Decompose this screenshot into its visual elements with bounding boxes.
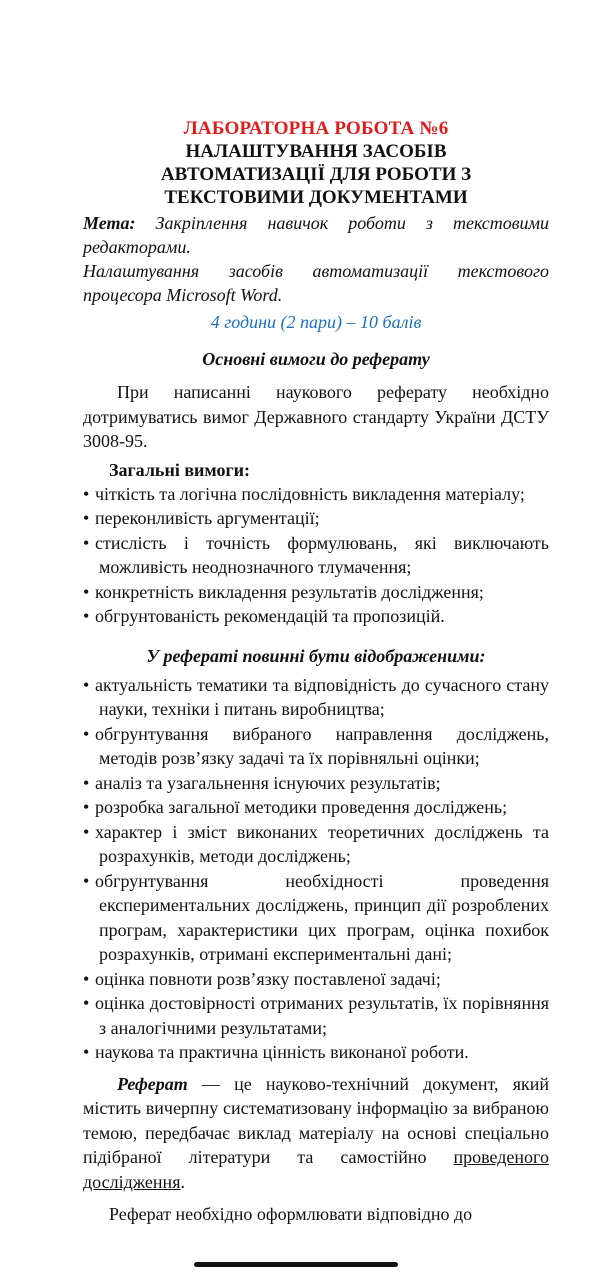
- reflected-heading: У рефераті повинні бути відображеними:: [146, 645, 486, 666]
- list-item: • обгрунтованість рекомендацій та пропозицій.: [83, 606, 445, 626]
- requirements-intro: При написанні наукового реферату необхідно дотримуватись вимог Державного стандарту України ДСТУ 3008-95.: [83, 382, 549, 451]
- list-item: • оцінка достовірності отриманих результатів, їх порівняння з аналогічними результатами;: [83, 993, 549, 1038]
- list-item: • стислість і точність формулювань, які виключають можливість неоднозначного тлумачення;: [83, 532, 549, 577]
- list-item: • характер і зміст виконаних теоретичних досліджень та розрахунків, методи досліджень;: [83, 821, 549, 866]
- general-requirements-list: [83, 482, 549, 629]
- list-item: • переконливість аргументації;: [83, 508, 320, 528]
- document-content: [83, 117, 549, 1227]
- definition-term: Реферат: [117, 1073, 188, 1094]
- topic-line-3: ТЕКСТОВИМИ ДОКУМЕНТАМИ: [164, 187, 468, 208]
- topic-line-2: АВТОМАТИЗАЦІЇ ДЛЯ РОБОТИ З: [160, 164, 472, 185]
- list-item: • обгрунтування необхідності проведення експериментальних досліджень, принцип дії розроблених програм, характеристики цих програм, оцінка похибок розрахунків, отримані експериментальні дані;: [83, 870, 549, 964]
- hours-points: 4 години (2 пари) – 10 балів: [210, 312, 422, 332]
- requirements-heading: Основні вимоги до реферату: [202, 349, 430, 369]
- underlined-text: проведеного дослідження: [83, 1147, 549, 1192]
- list-item: • оцінка повноти розв’язку поставленої задачі;: [83, 968, 441, 989]
- list-item: • обгрунтування вибраного направлення досліджень, методів розв’язку задачі та їх порівняльні оцінки;: [83, 723, 549, 768]
- cut-off-line: Реферат необхідно оформлювати відповідно до: [109, 1204, 473, 1224]
- lab-title: ЛАБОРАТОРНА РОБОТА №6: [183, 118, 449, 139]
- goal-paragraph: [83, 211, 549, 259]
- general-requirements-heading: Загальні вимоги:: [109, 459, 250, 480]
- goal-label: Мета:: [83, 213, 136, 233]
- topic-line-1: НАЛАШТУВАННЯ ЗАСОБІВ: [185, 141, 447, 162]
- definition-paragraph: Реферат — це науково-технічний документ, який містить вичерпну систематизовану інформацію за вибраною темою, передбачає виклад матеріалу на основі спеціально підібраної літератури та самостійно проведеного дослідження.: [83, 1073, 549, 1192]
- reflected-list: [83, 673, 549, 1065]
- list-item: • актуальність тематики та відповідність до сучасного стану науки, техніки і питань виробництва;: [83, 674, 549, 719]
- list-item: • розробка загальної методики проведення досліджень;: [83, 797, 508, 817]
- goal-text-1: Закріплення навичок роботи з текстовими редакторами.: [83, 213, 549, 257]
- list-item: • чіткість та логічна послідовність викладення матеріалу;: [83, 483, 525, 504]
- goal-text-2: Налаштування засобів автоматизації текстового процесора Microsoft Word.: [83, 261, 549, 305]
- list-item: • аналіз та узагальнення існуючих результатів;: [83, 772, 441, 793]
- list-item: • конкретність викладення результатів дослідження;: [83, 581, 484, 602]
- list-item: • наукова та практична цінність виконаної роботи.: [83, 1042, 469, 1062]
- home-indicator[interactable]: [194, 1262, 398, 1267]
